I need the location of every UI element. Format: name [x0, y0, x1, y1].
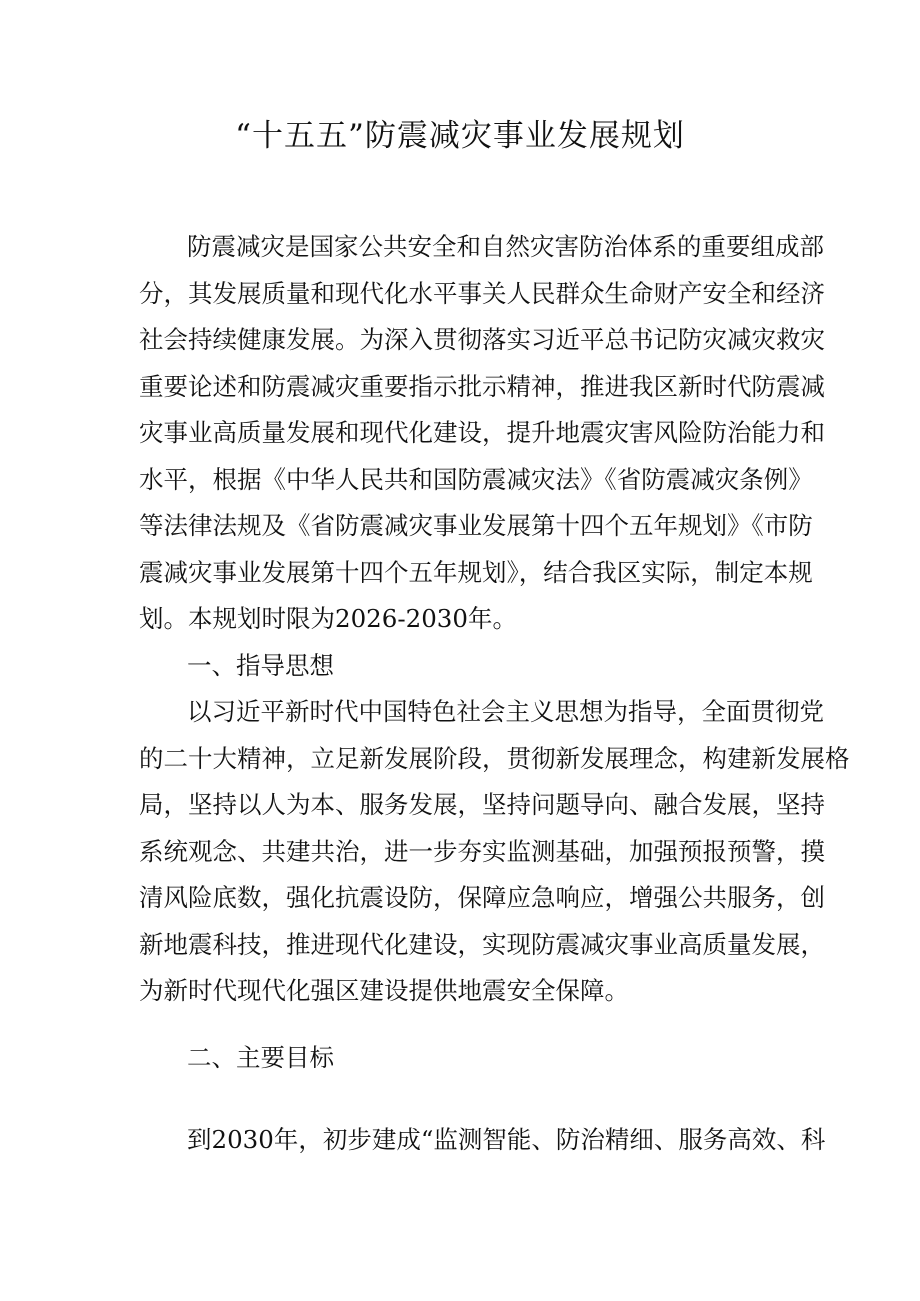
intro-line: 等法律法规及《省防震减灾事业发展第十四个五年规划》《市防 — [139, 511, 813, 540]
intro-line: 水平，根据《中华人民共和国防震减灾法》《省防震减灾条例》 — [139, 465, 813, 494]
section1-line: 以习近平新时代中国特色社会主义思想为指导，全面贯彻党 — [187, 697, 824, 726]
section1-line: 的二十大精神，立足新发展阶段，贯彻新发展理念，构建新发展格 — [139, 744, 850, 773]
document-title: “十五五”防震减灾事业发展规划 — [235, 118, 685, 154]
intro-line: 防震减灾是国家公共安全和自然灾害防治体系的重要组成部 — [187, 232, 824, 261]
section1-line: 新地震科技，推进现代化建设，实现防震减灾事业高质量发展， — [139, 930, 825, 959]
intro-line: 震减灾事业发展第十四个五年规划》，结合我区实际，制定本规 — [139, 558, 813, 587]
section1-line: 清风险底数，强化抗震设防，保障应急响应，增强公共服务，创 — [139, 883, 825, 912]
intro-line: 重要论述和防震减灾重要指示批示精神，推进我区新时代防震减 — [139, 372, 825, 401]
section1-line: 为新时代现代化强区建设提供地震安全保障。 — [139, 976, 629, 1005]
section-heading-guiding-thought: 一、指导思想 — [187, 651, 334, 680]
intro-line: 划。本规划时限为2026-2030年。 — [139, 604, 517, 633]
section1-line: 局，坚持以人为本、服务发展，坚持问题导向、融合发展，坚持 — [139, 790, 825, 819]
intro-line: 社会持续健康发展。为深入贯彻落实习近平总书记防灾减灾救灾 — [139, 325, 825, 354]
section1-line: 系统观念、共建共治，进一步夯实监测基础，加强预报预警，摸 — [139, 837, 825, 866]
intro-line: 灾事业高质量发展和现代化建设，提升地震灾害风险防治能力和 — [139, 418, 825, 447]
section2-line: 到2030年，初步建成“监测智能、防治精细、服务高效、科 — [187, 1125, 826, 1154]
intro-line: 分，其发展质量和现代化水平事关人民群众生命财产安全和经济 — [139, 279, 825, 308]
section-heading-main-goals: 二、主要目标 — [187, 1043, 334, 1072]
